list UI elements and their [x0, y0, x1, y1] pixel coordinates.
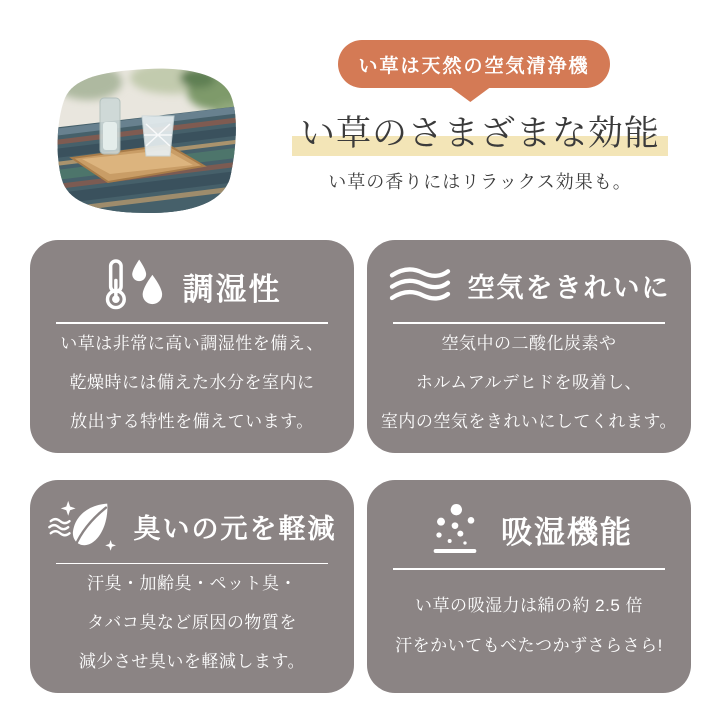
product-photo [52, 66, 240, 216]
page-title-text: い草のさまざまな効能 [292, 114, 668, 156]
badge-air-purifier [338, 40, 610, 88]
card-header [388, 258, 671, 314]
card-text-line: 減少させ臭いを軽減します。 [78, 651, 306, 671]
card-header [48, 498, 337, 555]
card-header [425, 498, 633, 560]
card-text-line: タバコ臭など原因の物質を [87, 612, 297, 632]
card-text-line: 放出する特性を備えています。 [70, 411, 314, 431]
card-header [103, 258, 282, 314]
card-title: 臭いの元を軽減 [133, 514, 337, 544]
page-title [250, 106, 710, 156]
card-clean-air [367, 240, 691, 453]
moisture-particles-icon [425, 501, 485, 557]
card-moisture-absorption [367, 480, 691, 693]
card-text-line: 汗臭・加齢臭・ペット臭・ [87, 573, 297, 593]
rug-photo-illustration [52, 66, 240, 216]
card-odor-reduction [30, 480, 354, 693]
card-body [42, 564, 342, 681]
badge-label: い草は天然の空気清浄機 [358, 55, 590, 77]
card-text-line: ホルムアルデヒドを吸着し、 [415, 372, 643, 392]
air-flow-icon [388, 264, 452, 308]
card-title: 空気をきれいに [467, 273, 671, 304]
card-text-line: い草は非常に高い調湿性を備え、 [60, 333, 324, 353]
badge-tail [447, 85, 493, 102]
leaf-sparkle-deodorize-icon [48, 498, 118, 555]
card-title: 調湿性 [182, 271, 282, 307]
card-body [379, 570, 679, 681]
card-text-line: 汗をかいてもべたつかずさらさら! [395, 635, 663, 655]
card-text-line: 空気中の二酸化炭素や [441, 333, 617, 353]
thermometer-water-drops-icon [103, 258, 167, 314]
card-humidity-control [30, 240, 354, 453]
card-body [42, 324, 342, 441]
card-text-line: 乾燥時には備えた水分を室内に [69, 372, 315, 392]
card-body [379, 324, 679, 441]
page-subtitle: い草の香りにはリラックス効果も。 [328, 172, 632, 192]
card-text-line: 室内の空気をきれいにしてくれます。 [380, 411, 678, 431]
benefit-cards [30, 240, 691, 693]
card-text-line: い草の吸湿力は綿の約 2.5 倍 [414, 596, 644, 616]
card-title: 吸湿機能 [501, 514, 633, 550]
